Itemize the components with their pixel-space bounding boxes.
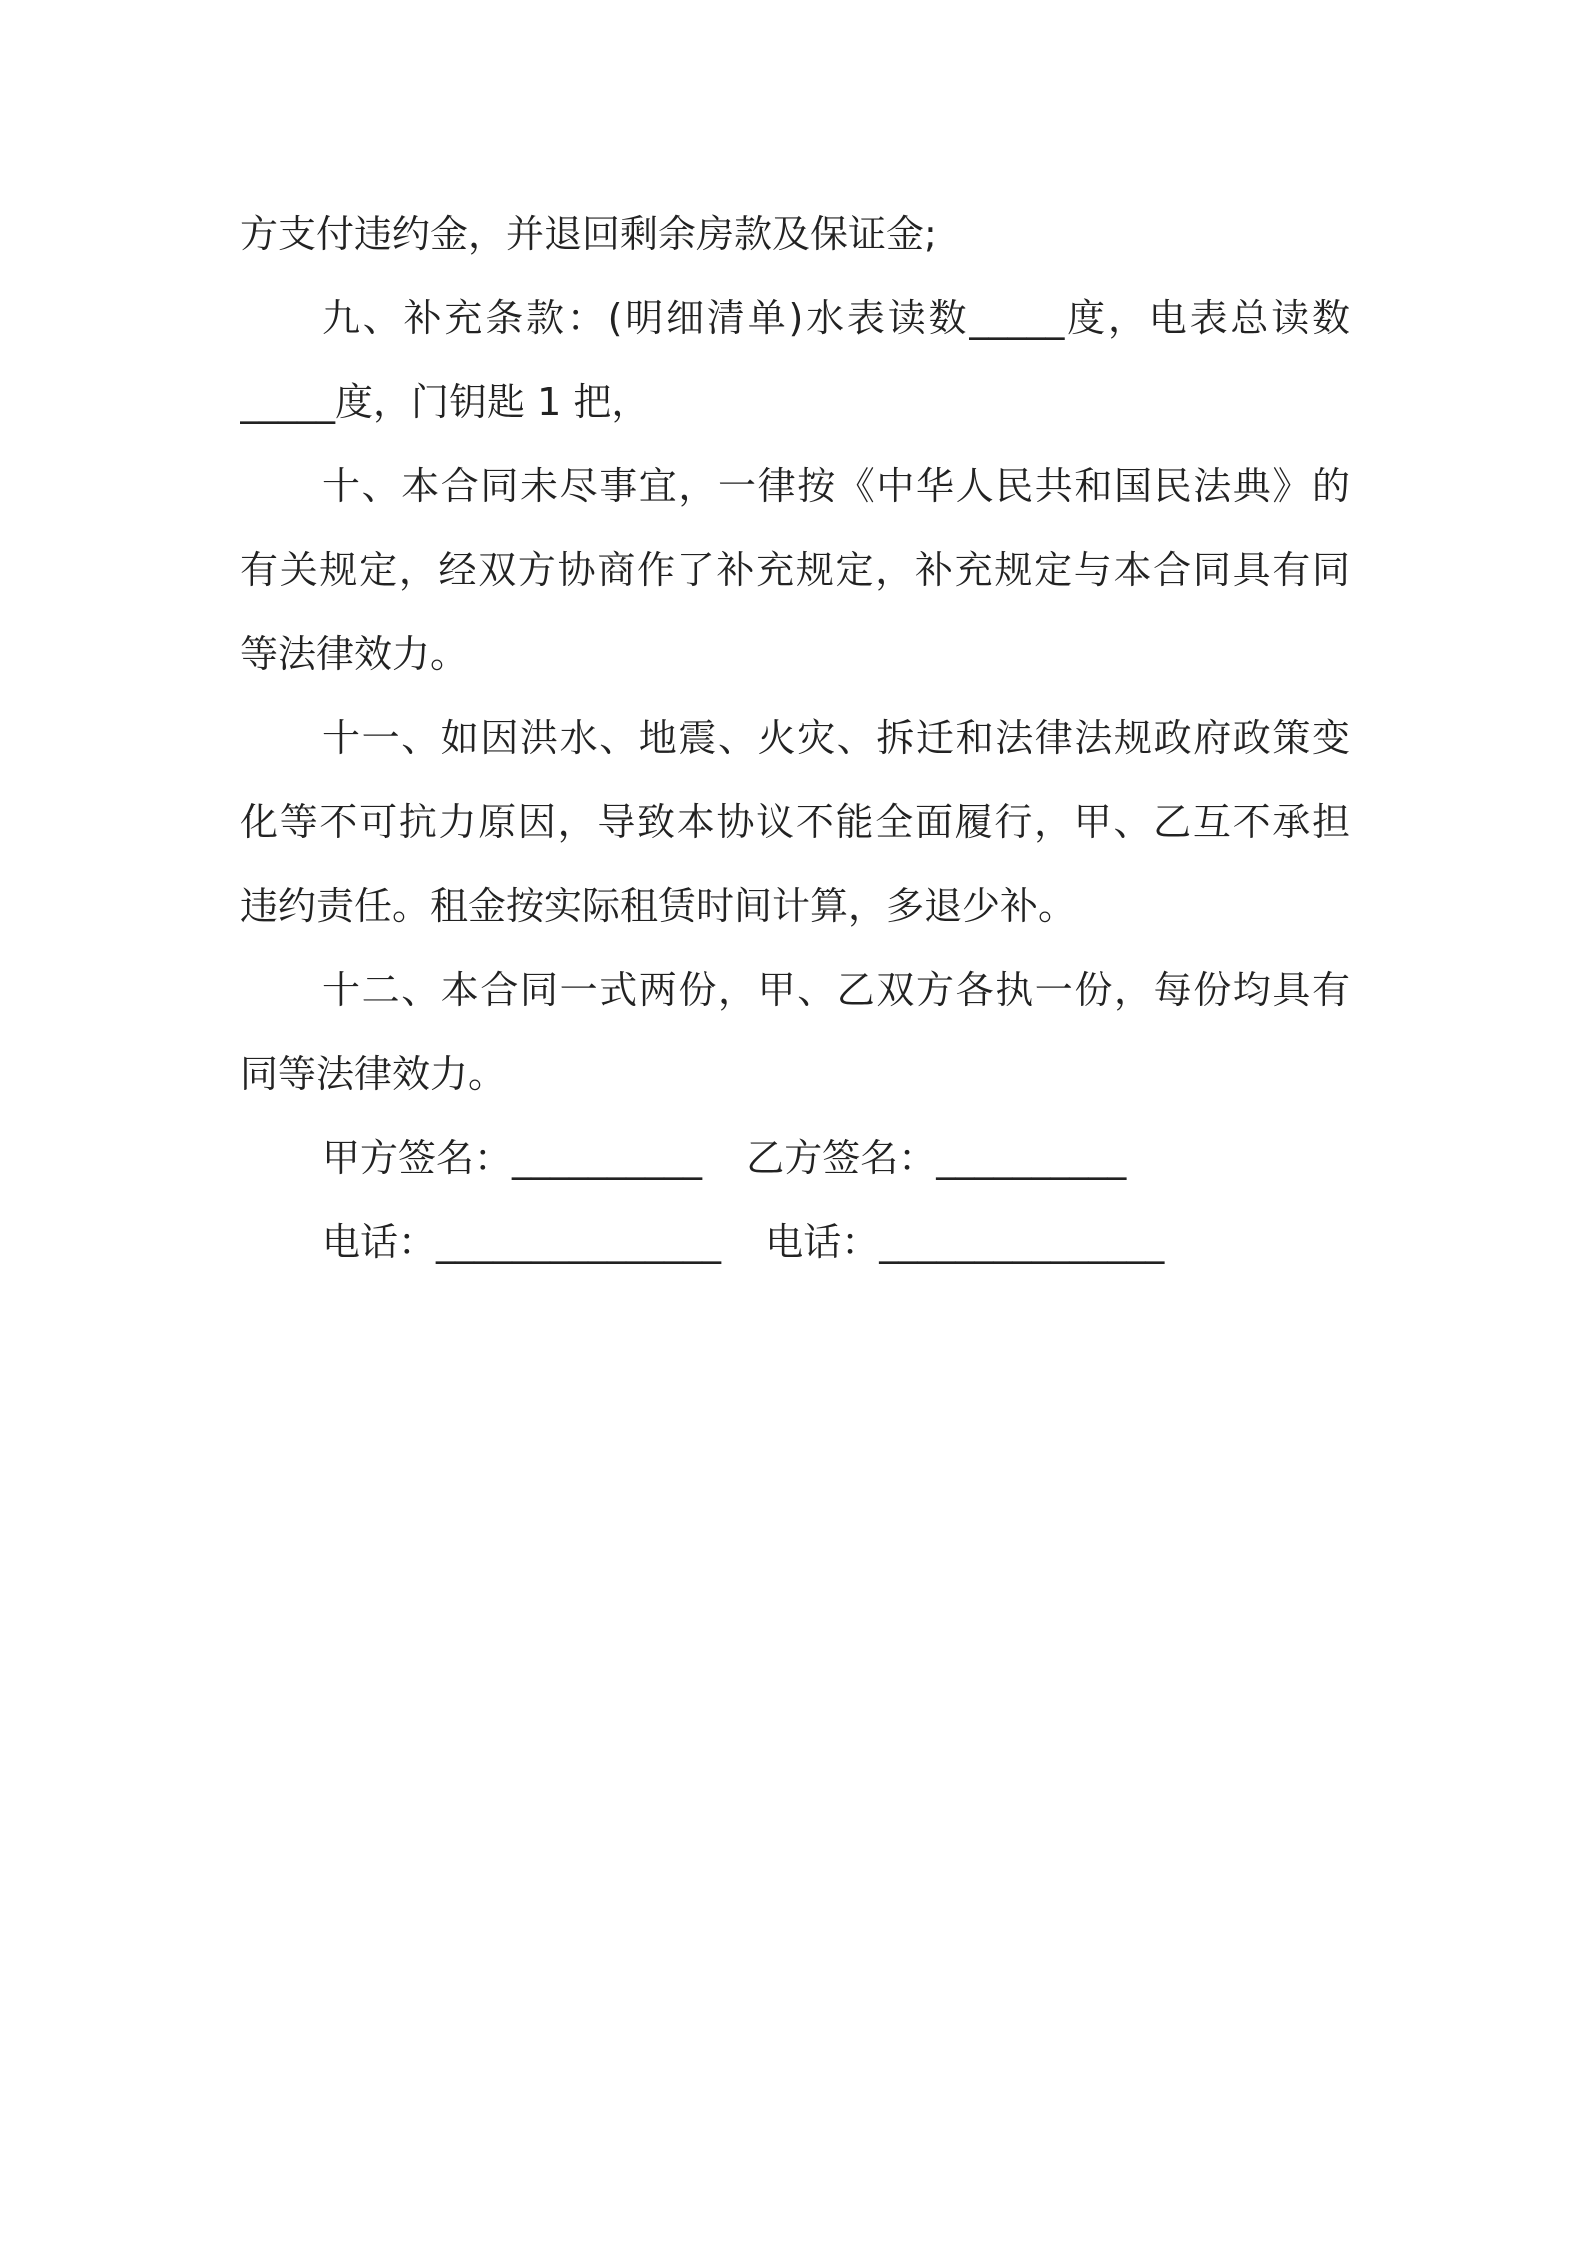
clause-10-line-1: 十、本合同未尽事宜，一律按《中华人民共和国民法典》的: [322, 464, 1350, 508]
clause-11-line-2: 化等不可抗力原因，导致本协议不能全面履行，甲、乙互不承担: [240, 800, 1350, 844]
contract-text: [240, 192, 1350, 1284]
party-b-phone-blank: _______________: [879, 1220, 1165, 1264]
party-a-phone-label: 电话：: [322, 1220, 437, 1264]
clause-8-continuation: 方支付违约金，并退回剩余房款及保证金;: [240, 212, 937, 256]
party-b-phone-label: 电话：: [765, 1220, 880, 1264]
clause-12-line-2: 同等法律效力。: [240, 1052, 507, 1096]
clause-10-line-2: 有关规定，经双方协商作了补充规定，补充规定与本合同具有同: [240, 548, 1350, 592]
clause-12-line-1: 十二、本合同一式两份，甲、乙双方各执一份，每份均具有: [322, 968, 1350, 1012]
clause-9-line-2: _____度，门钥匙 1 把，: [240, 380, 650, 424]
party-b-signature-blank: __________: [936, 1136, 1127, 1180]
clause-9-line-1: 九、补充条款：(明细清单)水表读数_____度，电表总读数: [322, 296, 1350, 340]
clause-11-line-3: 违约责任。租金按实际租赁时间计算，多退少补。: [240, 884, 1077, 928]
clause-11-line-1: 十一、如因洪水、地震、火灾、拆迁和法律法规政府政策变: [322, 716, 1350, 760]
clause-10-line-3: 等法律效力。: [240, 632, 469, 676]
signature-line: [240, 1116, 1350, 1200]
party-a-phone-blank: _______________: [436, 1220, 722, 1264]
party-a-signature-blank: __________: [512, 1136, 703, 1180]
party-a-signature-label: 甲方签名：: [322, 1136, 513, 1180]
phone-line: [240, 1200, 1350, 1284]
party-b-signature-label: 乙方签名：: [746, 1136, 937, 1180]
